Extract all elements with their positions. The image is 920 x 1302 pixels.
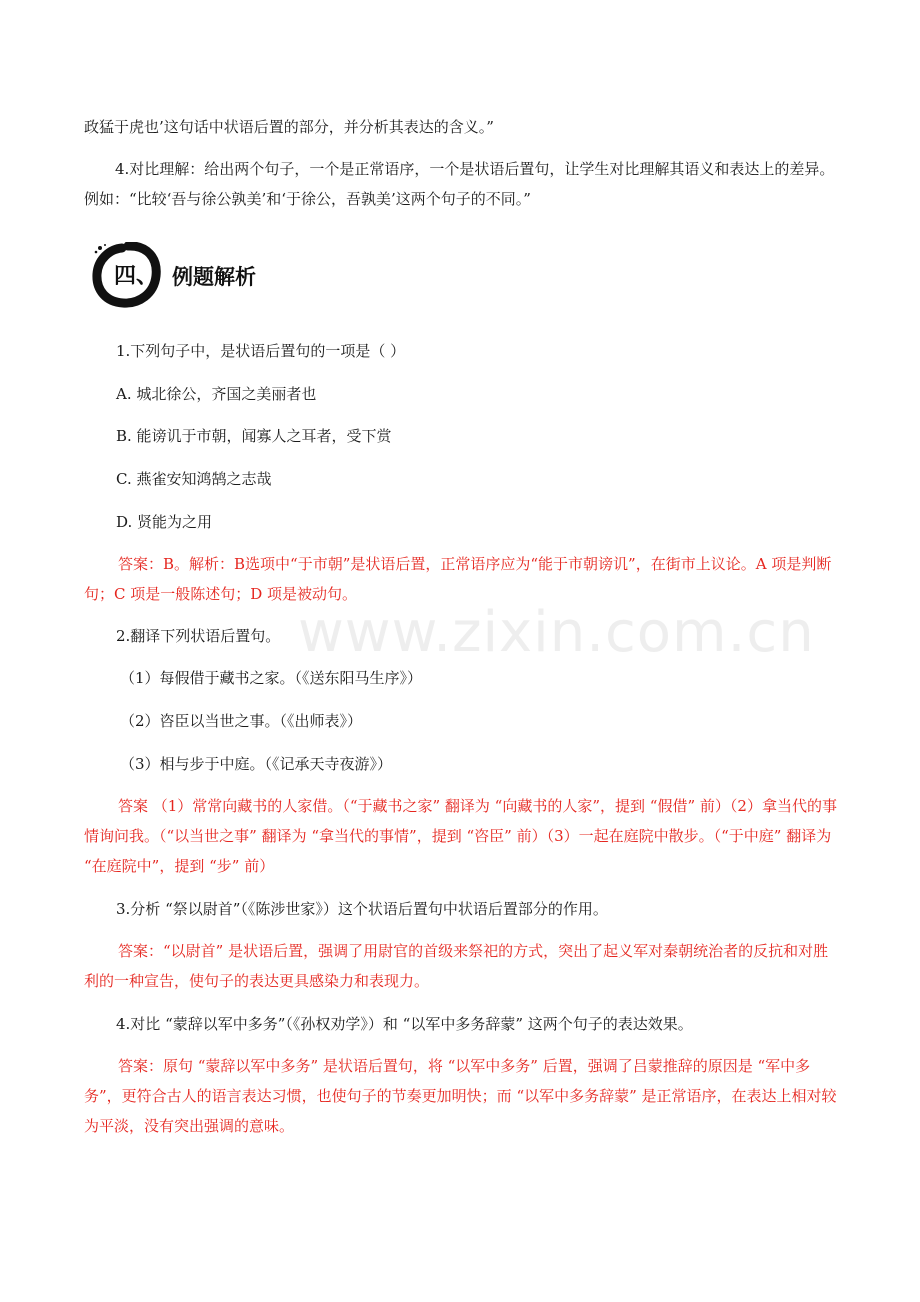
q1-option-b: B. 能谤讥于市朝，闻寡人之耳者，受下赏 [116,427,392,445]
section-title: 例题解析 [172,265,256,289]
intro-line: 政猛于虎也’这句话中状语后置的部分，并分析其表达的含义。” [84,118,494,136]
q1-option-c: C. 燕雀安知鸿鹄之志哉 [116,470,272,488]
q3-answer: 答案：“以尉首” 是状语后置，强调了用尉官的首级来祭祀的方式，突出了起义军对秦朝统治者的反抗和对胜利的一种宣告，使句子的表达更具感染力和表现力。 [84,942,829,990]
q2-stem: 2.翻译下列状语后置句。 [116,627,281,645]
section-number: 四、 [114,264,159,289]
q2-answer: 答案 （1）常常向藏书的人家借。（“于藏书之家” 翻译为 “向藏书的人家”，提到 “假借” 前）（2）拿当代的事情询问我。（“以当世之事” 翻译为 “拿当代的事情”，提到 “咨臣” 前）（3）一起在庭院中散步。（“于中庭” 翻译为 “在庭院中”，提到 “步” 前） [84,797,837,875]
q1-answer: 答案：B。解析：B选项中“于市朝”是状语后置，正常语序应为“能于市朝谤讥”，在街市上议论。A 项是判断句；C 项是一般陈述句；D 项是被动句。 [84,555,832,603]
q2-item-1: （1）每假借于藏书之家。（《送东阳马生序》） [120,669,423,687]
q1-stem: 1.下列句子中，是状语后置句的一项是（ ） [116,342,406,360]
q1-option-a: A. 城北徐公，齐国之美丽者也 [116,385,317,403]
q1-option-d: D. 贤能为之用 [116,513,213,531]
q2-item-3: （3）相与步于中庭。（《记承天寺夜游》） [120,755,393,773]
section-heading [92,242,292,306]
q2-item-2: （2）咨臣以当世之事。（《出师表》） [120,712,363,730]
intro-item-4: 4.对比理解：给出两个句子，一个是正常语序，一个是状语后置句，让学生对比理解其语义和表达上的差异。例如：“比较‘吾与徐公孰美’和‘于徐公，吾孰美’这两个句子的不同。” [84,160,835,208]
q4-answer: 答案：原句 “蒙辞以军中多务” 是状语后置句，将 “以军中多务” 后置，强调了吕蒙推辞的原因是 “军中多务”，更符合古人的语言表达习惯，也使句子的节奏更加明快；而 “以军中多务辞蒙” 是正常语序，在表达上相对较为平淡，没有突出强调的意味。 [84,1057,837,1135]
q4-stem: 4.对比 “蒙辞以军中多务”（《孙权劝学》）和 “以军中多务辞蒙” 这两个句子的表达效果。 [116,1015,693,1033]
q3-stem: 3.分析 “祭以尉首”（《陈涉世家》）这个状语后置句中状语后置部分的作用。 [116,900,608,918]
watermark: www.zixin.com.cn [298,600,815,665]
